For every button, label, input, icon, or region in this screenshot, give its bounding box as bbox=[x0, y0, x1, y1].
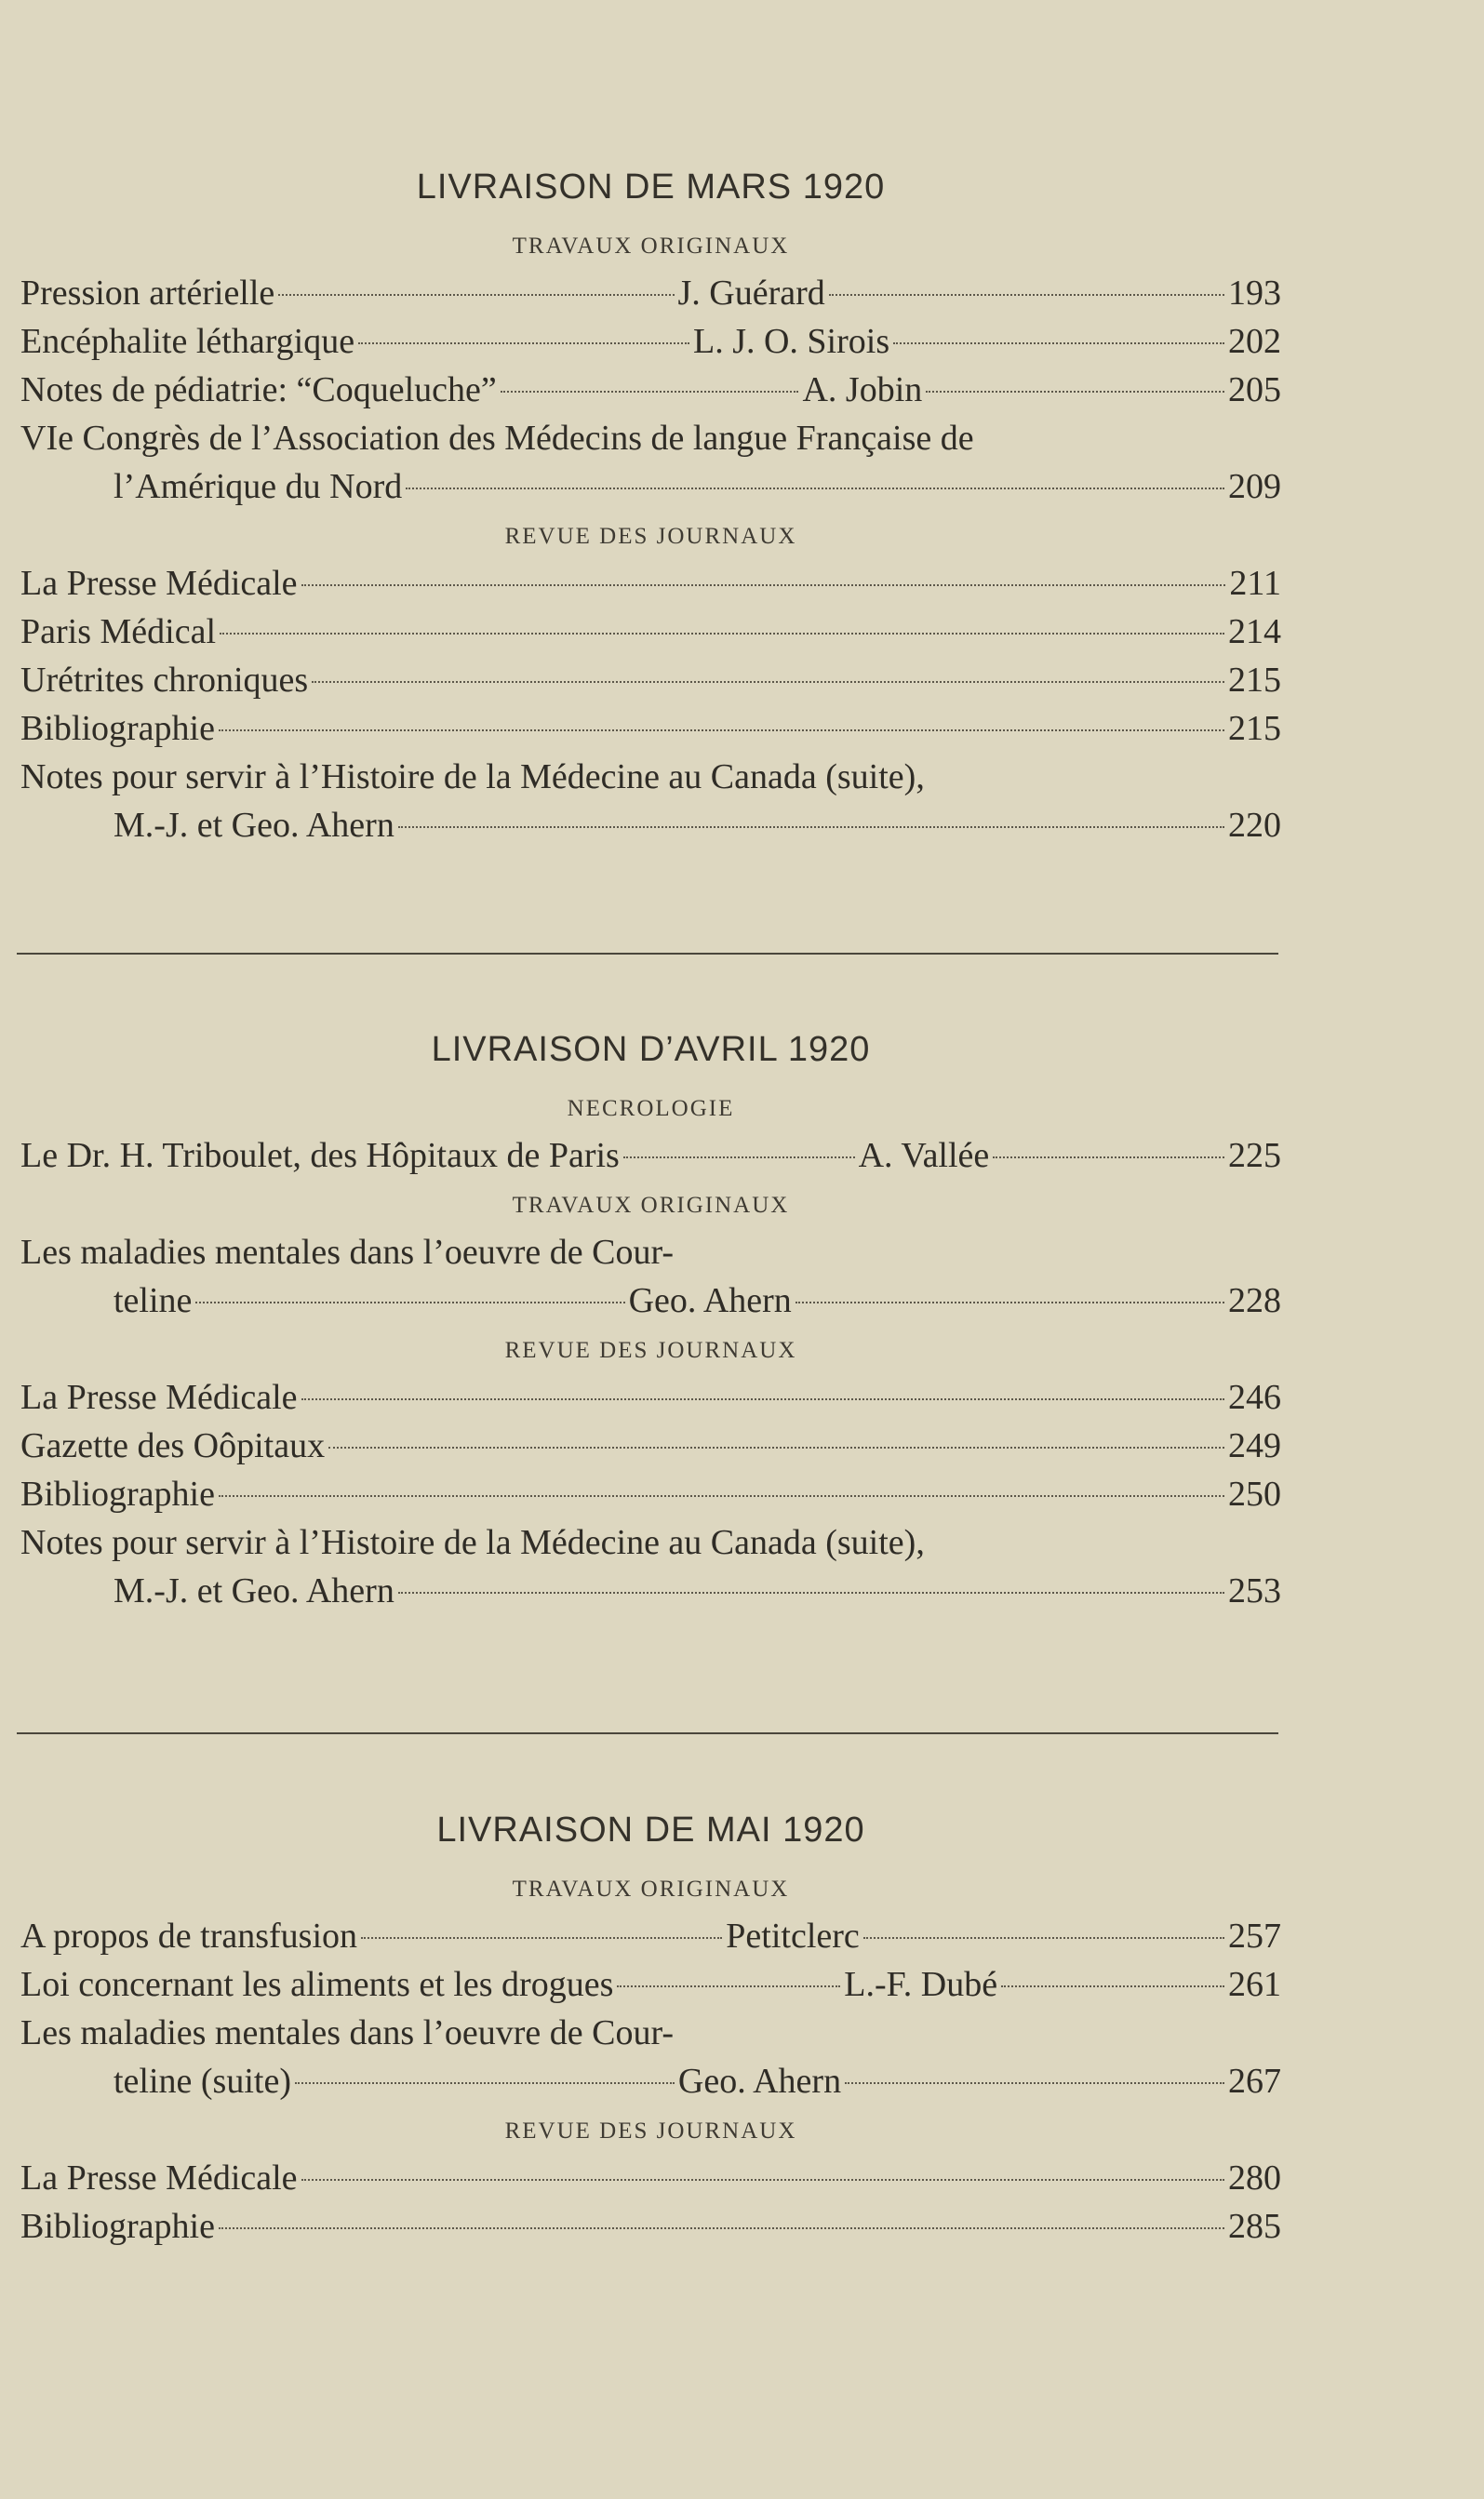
toc-entry bbox=[20, 1373, 1281, 1422]
toc-line bbox=[20, 1422, 1281, 1470]
entry-title: Notes pour servir à l’Histoire de la Médecine au Canada (suite), bbox=[20, 757, 925, 796]
toc-line-continued bbox=[20, 1567, 1281, 1615]
dot-leader bbox=[398, 826, 1224, 828]
section-divider bbox=[17, 953, 1278, 955]
entry-page-number: 214 bbox=[1228, 612, 1281, 651]
toc-entry bbox=[20, 608, 1281, 656]
entry-title: Bibliographie bbox=[20, 1475, 215, 1514]
entry-page-number: 193 bbox=[1228, 274, 1282, 313]
group-heading: TRAVAUX ORIGINAUX bbox=[512, 1877, 790, 1902]
toc-line bbox=[20, 414, 1281, 462]
issue-may-1920 bbox=[20, 1811, 1281, 2251]
toc-entry bbox=[20, 2202, 1281, 2251]
toc-line bbox=[20, 1960, 1281, 2009]
entry-title: Urétrites chroniques bbox=[20, 661, 309, 700]
toc-entry bbox=[20, 1912, 1281, 1960]
toc-line bbox=[20, 1131, 1281, 1180]
dot-leader bbox=[863, 1937, 1224, 1939]
dot-leader bbox=[219, 1495, 1224, 1497]
dot-leader bbox=[195, 1302, 624, 1303]
dot-leader bbox=[398, 1592, 1224, 1594]
dot-leader bbox=[993, 1156, 1224, 1158]
issue-march-1920 bbox=[20, 167, 1281, 849]
toc-entry bbox=[20, 1518, 1281, 1615]
entry-page-number: 249 bbox=[1228, 1426, 1281, 1465]
entry-page-number: 285 bbox=[1228, 2207, 1281, 2246]
toc-entry bbox=[20, 1470, 1281, 1518]
toc-entry bbox=[20, 704, 1281, 753]
entry-title: VIe Congrès de l’Association des Médecins de langue Française de bbox=[20, 419, 974, 458]
toc-entry bbox=[20, 366, 1281, 414]
entry-page-number: 205 bbox=[1228, 370, 1282, 409]
toc-line-continued bbox=[20, 2057, 1281, 2105]
entry-author: L. J. O. Sirois bbox=[692, 322, 890, 361]
entry-page-number: 257 bbox=[1228, 1917, 1282, 1956]
toc-line-continued bbox=[20, 801, 1281, 849]
toc-entry bbox=[20, 656, 1281, 704]
entry-page-number: 215 bbox=[1228, 661, 1281, 700]
dot-leader bbox=[406, 488, 1224, 489]
entry-page-number: 209 bbox=[1228, 467, 1281, 506]
toc-line bbox=[20, 608, 1281, 656]
toc-line bbox=[20, 753, 1281, 801]
entry-author: Geo. Ahern bbox=[628, 1281, 792, 1320]
toc-line bbox=[20, 704, 1281, 753]
entry-title: Pression artérielle bbox=[20, 274, 275, 313]
toc-line bbox=[20, 366, 1281, 414]
entry-page-number: 215 bbox=[1228, 709, 1281, 748]
group-heading: TRAVAUX ORIGINAUX bbox=[512, 234, 790, 259]
dot-leader bbox=[220, 633, 1224, 635]
entry-title: Les maladies mentales dans l’oeuvre de Cour- bbox=[20, 1233, 674, 1272]
section-divider bbox=[17, 1732, 1278, 1734]
toc-entry bbox=[20, 2009, 1281, 2105]
entry-title: La Presse Médicale bbox=[20, 1378, 298, 1417]
entry-title-continued: l’Amérique du Nord bbox=[114, 467, 403, 506]
entry-page-number: 253 bbox=[1228, 1571, 1281, 1610]
dot-leader bbox=[219, 729, 1224, 731]
dot-leader bbox=[295, 2082, 675, 2084]
entry-title: Gazette des Oôpitaux bbox=[20, 1426, 326, 1465]
entry-title: Bibliographie bbox=[20, 709, 215, 748]
entry-author: L.-F. Dubé bbox=[844, 1965, 998, 2004]
entry-page-number: 261 bbox=[1228, 1965, 1281, 2004]
entry-page-number: 267 bbox=[1228, 2062, 1282, 2101]
dot-leader bbox=[278, 294, 674, 296]
entry-title: La Presse Médicale bbox=[20, 564, 298, 603]
entry-title: A propos de transfusion bbox=[20, 1917, 358, 1956]
dot-leader bbox=[219, 2227, 1224, 2229]
entry-title-continued: teline bbox=[114, 1281, 193, 1320]
toc-entry bbox=[20, 1422, 1281, 1470]
section-title: LIVRAISON DE MARS 1920 bbox=[416, 167, 886, 207]
dot-leader bbox=[328, 1447, 1224, 1449]
dot-leader bbox=[301, 1398, 1224, 1400]
dot-leader bbox=[795, 1302, 1224, 1303]
dot-leader bbox=[623, 1156, 855, 1158]
group-heading: REVUE DES JOURNAUX bbox=[504, 2118, 797, 2144]
entry-title-continued: M.-J. et Geo. Ahern bbox=[114, 806, 394, 845]
dot-leader bbox=[829, 294, 1224, 296]
dot-leader bbox=[361, 1937, 722, 1939]
section-title: LIVRAISON D’AVRIL 1920 bbox=[431, 1030, 871, 1069]
dot-leader bbox=[301, 584, 1226, 586]
entry-title-continued: M.-J. et Geo. Ahern bbox=[114, 1571, 394, 1610]
entry-author: A. Jobin bbox=[802, 370, 923, 409]
entry-author: J. Guérard bbox=[677, 274, 825, 313]
entry-title: Notes de pédiatrie: “Coqueluche” bbox=[20, 370, 497, 409]
group-heading: REVUE DES JOURNAUX bbox=[504, 1338, 797, 1363]
toc-entry bbox=[20, 559, 1281, 608]
toc-line bbox=[20, 656, 1281, 704]
entry-author: Petitclerc bbox=[726, 1917, 860, 1956]
entry-title: Les maladies mentales dans l’oeuvre de Cour- bbox=[20, 2013, 674, 2052]
toc-entry bbox=[20, 317, 1281, 366]
toc-line bbox=[20, 1912, 1281, 1960]
dot-leader bbox=[501, 391, 799, 393]
entry-page-number: 246 bbox=[1228, 1378, 1281, 1417]
toc-line bbox=[20, 2202, 1281, 2251]
entry-title: Notes pour servir à l’Histoire de la Médecine au Canada (suite), bbox=[20, 1523, 925, 1562]
entry-author: A. Vallée bbox=[858, 1136, 990, 1175]
entry-page-number: 202 bbox=[1228, 322, 1282, 361]
entry-title-continued: teline (suite) bbox=[114, 2062, 291, 2101]
toc-line-continued bbox=[20, 1276, 1281, 1325]
toc-line bbox=[20, 269, 1281, 317]
entry-title: La Presse Médicale bbox=[20, 2158, 298, 2198]
dot-leader bbox=[926, 391, 1224, 393]
section-title: LIVRAISON DE MAI 1920 bbox=[436, 1811, 865, 1850]
toc-line bbox=[20, 2154, 1281, 2202]
dot-leader bbox=[358, 342, 689, 344]
entry-title: Bibliographie bbox=[20, 2207, 215, 2246]
dot-leader bbox=[617, 1985, 840, 1987]
toc-entry bbox=[20, 414, 1281, 511]
toc-line bbox=[20, 1373, 1281, 1422]
entry-page-number: 280 bbox=[1228, 2158, 1281, 2198]
dot-leader bbox=[893, 342, 1224, 344]
entry-title: Encéphalite léthargique bbox=[20, 322, 355, 361]
entry-page-number: 211 bbox=[1229, 564, 1281, 603]
entry-title: Paris Médical bbox=[20, 612, 217, 651]
toc-line-continued bbox=[20, 462, 1281, 511]
entry-page-number: 220 bbox=[1228, 806, 1281, 845]
entry-page-number: 250 bbox=[1228, 1475, 1281, 1514]
dot-leader bbox=[301, 2179, 1224, 2181]
toc-line bbox=[20, 559, 1281, 608]
dot-leader bbox=[845, 2082, 1224, 2084]
group-heading: NECROLOGIE bbox=[567, 1096, 735, 1121]
toc-line bbox=[20, 1228, 1281, 1276]
entry-title: Le Dr. H. Triboulet, des Hôpitaux de Paris bbox=[20, 1136, 620, 1175]
entry-page-number: 228 bbox=[1228, 1281, 1281, 1320]
dot-leader bbox=[1001, 1985, 1224, 1987]
toc-entry bbox=[20, 1960, 1281, 2009]
dot-leader bbox=[312, 681, 1224, 683]
toc-entry bbox=[20, 269, 1281, 317]
entry-page-number: 225 bbox=[1228, 1136, 1281, 1175]
entry-title: Loi concernant les aliments et les drogues bbox=[20, 1965, 614, 2004]
toc-entry bbox=[20, 753, 1281, 849]
toc-entry bbox=[20, 1131, 1281, 1180]
toc-entry bbox=[20, 2154, 1281, 2202]
issue-april-1920 bbox=[20, 1030, 1281, 1615]
group-heading: TRAVAUX ORIGINAUX bbox=[512, 1193, 790, 1218]
entry-author: Geo. Ahern bbox=[677, 2062, 842, 2101]
toc-line bbox=[20, 2009, 1281, 2057]
toc-line bbox=[20, 317, 1281, 366]
group-heading: REVUE DES JOURNAUX bbox=[504, 524, 797, 549]
toc-line bbox=[20, 1518, 1281, 1567]
toc-line bbox=[20, 1470, 1281, 1518]
toc-entry bbox=[20, 1228, 1281, 1325]
